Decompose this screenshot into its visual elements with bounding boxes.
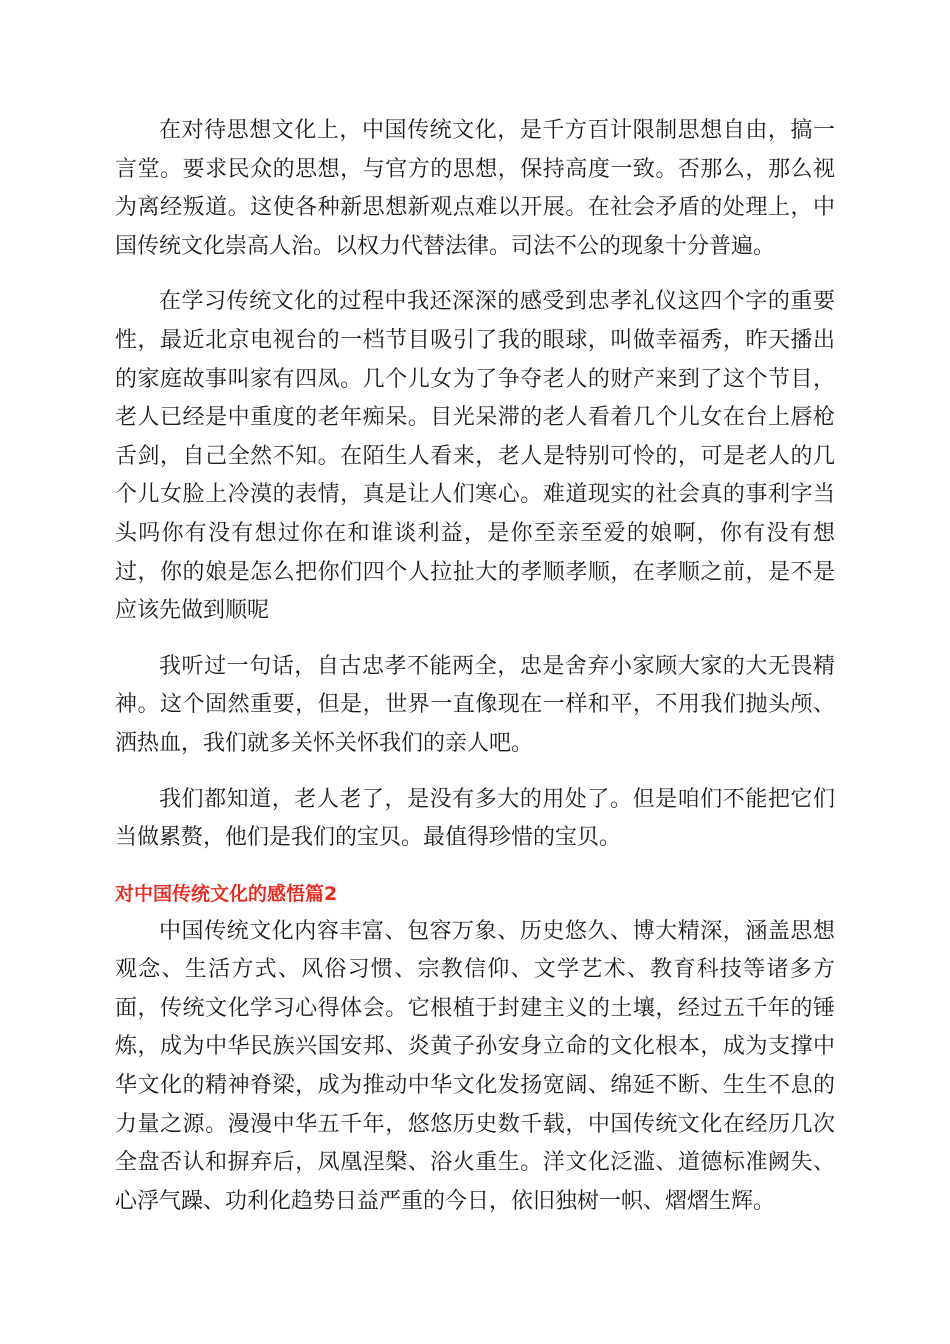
paragraph-elders-treasure: 我们都知道，老人老了，是没有多大的用处了。但是咱们不能把它们当做累赘，他们是我们的宝贝。最值得珍惜的宝贝。: [115, 786, 835, 851]
paragraph-traditional-culture-overview: 中国传统文化内容丰富、包容万象、历史悠久、博大精深，涵盖思想观念、生活方式、风俗习惯、宗教信仰、文学艺术、教育科技等诸多方面，传统文化学习心得体会。它根植于封建主义的土壤，经过五千年的锤炼，成为中华民族兴国安邦、炎黄子孙安身立命的文化根本，成为支撑中华文化的精神脊梁，成为推动中华文化发扬宽阔、绵延不断、生生不息的力量之源。漫漫中华五千年，悠悠历史数千载，中国传统文化在经历几次全盘否认和摒弃后，凤凰涅槃、浴火重生。洋文化泛滥、道德标准阙失、心浮气躁、功利化趋势日益严重的今日，依旧独树一帜、熠熠生辉。: [115, 918, 835, 1214]
paragraph-loyalty-and-family: 我听过一句话，自古忠孝不能两全，忠是舍弃小家顾大家的大无畏精神。这个固然重要，但是，世界一直像现在一样和平，不用我们抛头颅、洒热血，我们就多关怀关怀我们的亲人吧。: [115, 653, 835, 756]
paragraph-loyalty-filial-piety: 在学习传统文化的过程中我还深深的感受到忠孝礼仪这四个字的重要性，最近北京电视台的一档节目吸引了我的眼球，叫做幸福秀，昨天播出的家庭故事叫家有四凤。几个儿女为了争夺老人的财产来到了这个节目，老人已经是中重度的老年痴呆。目光呆滞的老人看着几个儿女在台上唇枪舌剑，自己全然不知。在陌生人看来，老人是特别可怜的，可是老人的几个儿女脸上冷漠的表情，真是让人们寒心。难道现实的社会真的事利字当头吗你有没有想过你在和谁谈利益，是你至亲至爱的娘啊，你有没有想过，你的娘是怎么把你们四个人拉扯大的孝顺孝顺，在孝顺之前，是不是应该先做到顺呢: [115, 289, 835, 624]
section-heading-2: 对中国传统文化的感悟篇2: [115, 882, 338, 905]
paragraph-thought-culture: 在对待思想文化上，中国传统文化，是千方百计限制思想自由，搞一言堂。要求民众的思想，与官方的思想，保持高度一致。否那么，那么视为离经叛道。这使各种新思想新观点难以开展。在社会矛盾的处理上，中国传统文化崇高人治。以权力代替法律。司法不公的现象十分普遍。: [115, 118, 835, 259]
document-body: [115, 112, 835, 1238]
